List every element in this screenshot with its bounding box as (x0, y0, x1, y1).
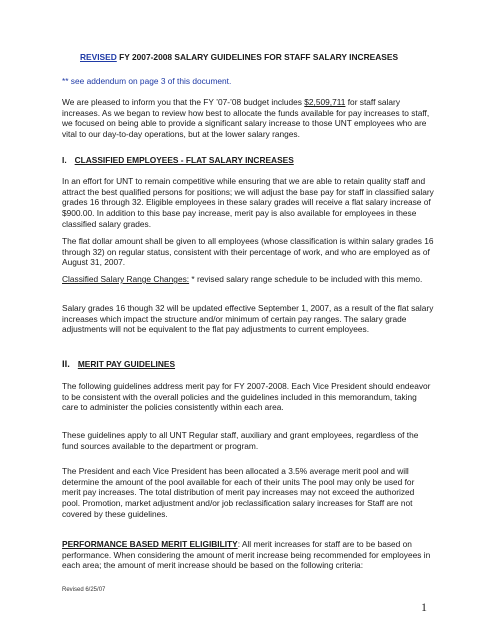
section-1-label: CLASSIFIED EMPLOYEES - FLAT SALARY INCREASES (74, 155, 294, 165)
section-2-number: II. (62, 358, 70, 369)
page-number: 1 (421, 600, 427, 614)
title-text: FY 2007-2008 SALARY GUIDELINES FOR STAFF SALARY INCREASES (116, 52, 399, 62)
president-paragraph: The President and each Vice President has been allocated a 3.5% average merit pool and will determine the amount of the pool available for each of their units The pool may only be used for merit pay increases. The total distribution of merit pay increases may not exceed the authorized pool. Promotion, market adjustment and/or job reclassification salary increases for Staff are not covered by these guidelines. (62, 466, 415, 519)
section-1-heading (62, 155, 434, 166)
section-2-label: MERIT PAY GUIDELINES (77, 359, 176, 369)
document-title (80, 52, 440, 63)
addendum-note: ** see addendum on page 3 of this document. (62, 76, 232, 86)
range-changes-text: * revised salary range schedule to be included with this memo. (189, 274, 423, 284)
range-changes-paragraph (62, 274, 434, 285)
intro-before: We are pleased to inform you that the FY ’07-’08 budget includes (62, 97, 305, 107)
performance-paragraph (62, 539, 434, 571)
flat-amount-paragraph: The flat dollar amount shall be given to all employees (whose classification is within salary grades 16 through 32) on regular status, consistent with their percentage of work, and who are employed as of August 31, 2007. (62, 236, 434, 268)
merit-paragraph: The following guidelines address merit pay for FY 2007-2008. Each Vice President should endeavor to be consistent with the overall policies and the guidelines included in this memorandum, taking care to administer the policies consistently within each area. (62, 381, 431, 413)
footer-revised-date: Revised 6/25/07 (62, 587, 106, 593)
section-2-heading (62, 359, 434, 370)
effort-paragraph: In an effort for UNT to remain competitive while ensuring that we are able to retain quality staff and attract the best qualified persons for positions; we will adjust the base pay for staff in classified salary grades 16 through 32. Eligible employees in these salary grades will receive a flat salary increase of $900.00. In addition to this base pay increase, merit pay is also available for employees in these classified salary grades. (62, 176, 434, 229)
performance-text: : All merit increases for staff are to be based on performance. When considering the amount of merit increase being recommended for employees in each area; the amount of merit increase should be based on the following criteria: (62, 539, 431, 571)
range-changes-label: Classified Salary Range Changes: (62, 274, 190, 284)
performance-label: PERFORMANCE BASED MERIT ELIGIBILITY (62, 539, 238, 549)
salary-grades-paragraph: Salary grades 16 though 32 will be updated effective September 1, 2007, as a result of the flat salary increases which impact the structure and/or minimum of certain pay ranges. The salary grade adjustments will not be equivalent to the flat pay adjustments to current employees. (62, 303, 434, 335)
title-revised: REVISED (80, 52, 117, 62)
intro-after: for staff salary increases. As we began to review how best to allocate the funds available for pay increases to staff, we focused on being able to provide a significant salary increase to those UNT employees who are vital to our day-to-day operations, but at the lower salary ranges. (62, 97, 430, 140)
apply-paragraph: These guidelines apply to all UNT Regular staff, auxiliary and grant employees, regardless of the fund sources available to the department or program. (62, 430, 419, 451)
section-1-number: I. (62, 155, 67, 165)
intro-paragraph (62, 97, 434, 140)
budget-amount: $2,509,711 (304, 97, 346, 107)
